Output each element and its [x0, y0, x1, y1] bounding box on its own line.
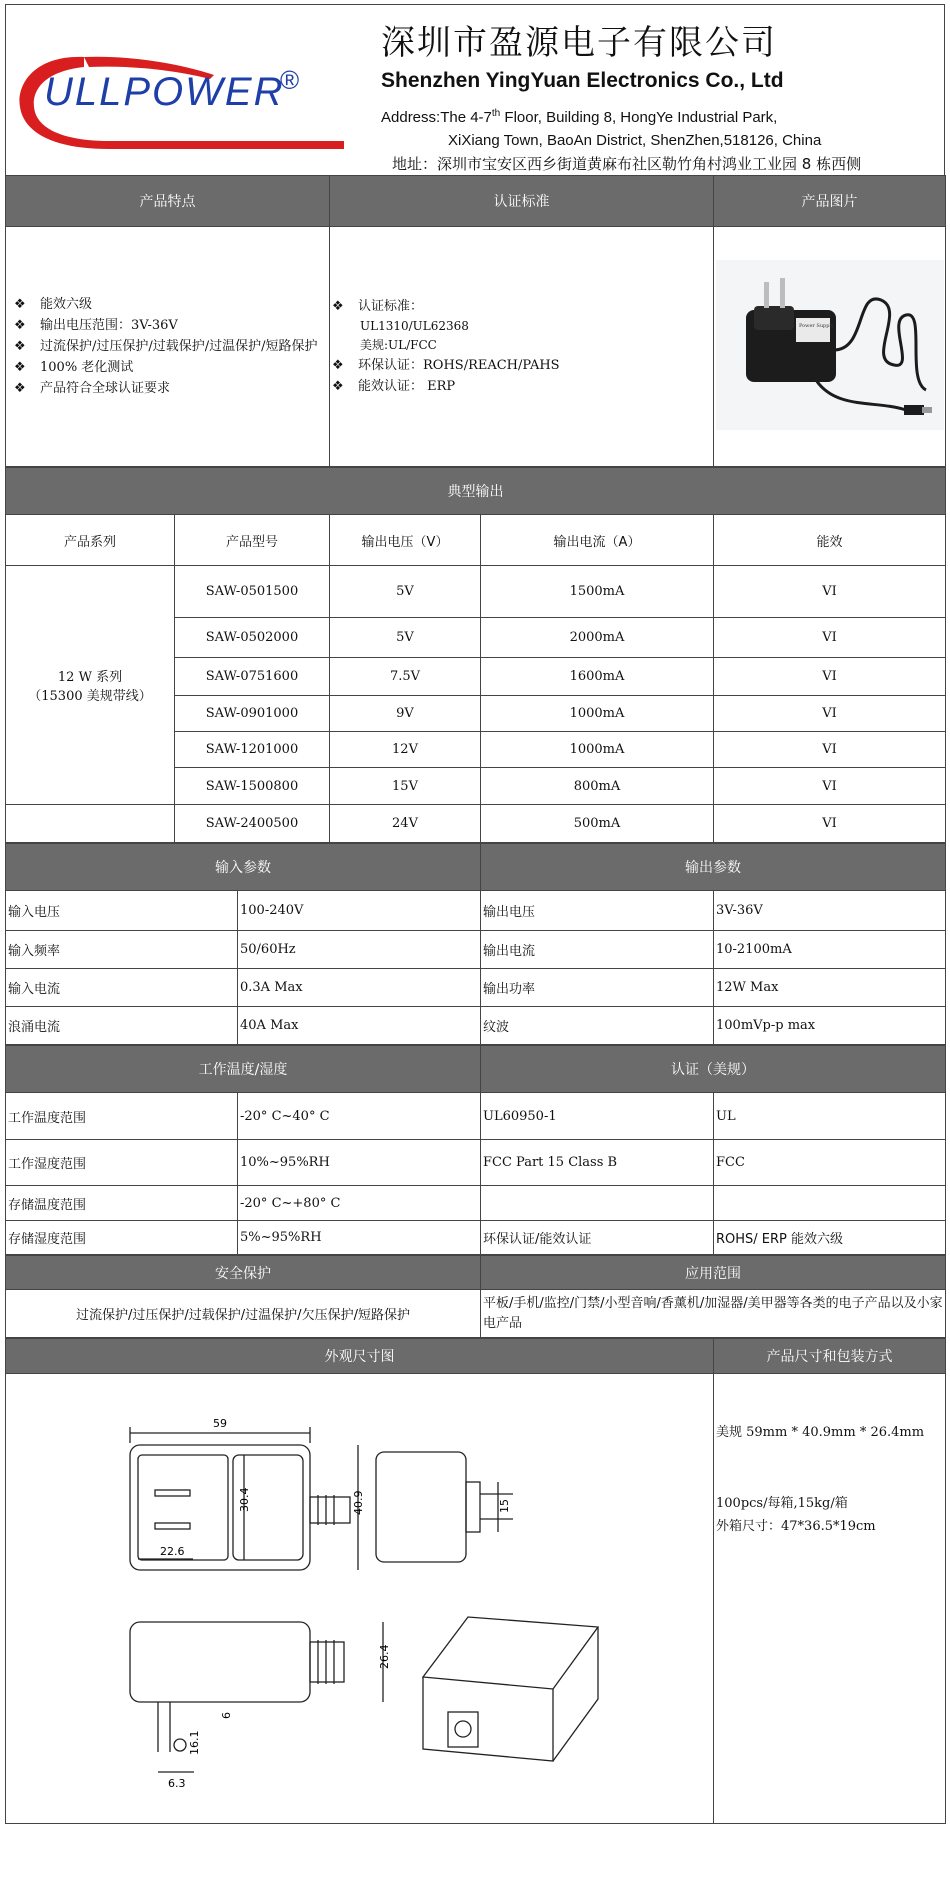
series-cell: 12 W 系列 （15300 美规带线） — [6, 566, 175, 805]
table-row — [6, 1221, 946, 1255]
safety-text: 过流保护/过压保护/过载保护/过温保护/欠压保护/短路保护 — [6, 1290, 481, 1338]
efficiency-cell: VI — [714, 805, 946, 843]
voltage-cell: 24V — [330, 805, 481, 843]
current-cell: 2000mA — [481, 618, 714, 658]
packaging-title: 产品尺寸和包装方式 — [714, 1339, 946, 1374]
voltage-cell: 5V — [330, 566, 481, 618]
env-label: 存储温度范围 — [6, 1186, 238, 1221]
col-efficiency: 能效 — [714, 515, 946, 566]
env-value: 5%~95%RH — [238, 1221, 481, 1255]
env-value: -20° C~+80° C — [238, 1186, 481, 1221]
table-row — [6, 1186, 946, 1221]
param-value: 50/60Hz — [238, 931, 481, 969]
safety-title: 安全保护 — [6, 1256, 481, 1290]
voltage-cell: 12V — [330, 732, 481, 768]
current-cell: 1000mA — [481, 732, 714, 768]
env-label: 存储湿度范围 — [6, 1221, 238, 1255]
param-label: 输入电流 — [6, 969, 238, 1007]
feature-item: ❖ 产品符合全球认证要求 — [14, 381, 171, 396]
table-row — [6, 566, 946, 618]
col-current: 输出电流（A） — [481, 515, 714, 566]
current-cell: 500mA — [481, 805, 714, 843]
dim-pin-length: 15 — [498, 1498, 511, 1513]
current-cell: 800mA — [481, 768, 714, 805]
efficiency-cell: VI — [714, 768, 946, 805]
registered-mark: ® — [280, 65, 300, 95]
param-value: 100mVp-p max — [714, 1007, 946, 1045]
param-value: 40A Max — [238, 1007, 481, 1045]
param-label: 输入频率 — [6, 931, 238, 969]
voltage-cell: 9V — [330, 696, 481, 732]
application-title: 应用范围 — [481, 1256, 946, 1290]
photo-label: Power Supply — [799, 322, 834, 329]
param-label: 输入电压 — [6, 891, 238, 931]
features-table — [5, 175, 946, 467]
param-label: 输出电流 — [481, 931, 714, 969]
cert-item: ❖ 环保认证：ROHS/REACH/PAHS — [332, 358, 560, 373]
param-label: 浪涌电流 — [6, 1007, 238, 1045]
param-value: 12W Max — [714, 969, 946, 1007]
efficiency-cell: VI — [714, 658, 946, 696]
cert-mark: UL — [714, 1093, 946, 1140]
cert-standard: FCC Part 15 Class B — [481, 1140, 714, 1186]
col-series: 产品系列 — [6, 515, 175, 566]
safety-table — [5, 1255, 946, 1338]
feature-item: ❖ 100% 老化测试 — [14, 360, 134, 375]
model-cell: SAW-0502000 — [175, 618, 330, 658]
cert-line: UL1310/UL62368 — [360, 319, 469, 333]
packaging-cell — [714, 1374, 946, 1824]
env-label: 工作温度范围 — [6, 1093, 238, 1140]
table-row — [6, 805, 946, 843]
cert-standard: 环保认证/能效认证 — [481, 1221, 714, 1255]
dim-width: 59 — [213, 1416, 227, 1430]
model-cell: SAW-0751600 — [175, 658, 330, 696]
param-value: 0.3A Max — [238, 969, 481, 1007]
table-row — [6, 969, 946, 1007]
company-name-en: Shenzhen YingYuan Electronics Co., Ltd — [381, 69, 784, 92]
param-label: 纹波 — [481, 1007, 714, 1045]
param-value: 10-2100mA — [714, 931, 946, 969]
cert-header: 认证标准 — [330, 176, 714, 227]
col-voltage: 输出电压（V） — [330, 515, 481, 566]
series-cell-empty — [6, 805, 175, 843]
features-header: 产品特点 — [6, 176, 330, 227]
model-cell: SAW-1500800 — [175, 768, 330, 805]
env-label: 工作湿度范围 — [6, 1140, 238, 1186]
cert-mark — [714, 1186, 946, 1221]
voltage-cell: 7.5V — [330, 658, 481, 696]
efficiency-cell: VI — [714, 732, 946, 768]
features-list — [8, 294, 327, 399]
dimensions-table — [5, 1338, 946, 1824]
product-photo-cell — [714, 227, 946, 467]
param-label: 输出电压 — [481, 891, 714, 931]
param-value: 3V-36V — [714, 891, 946, 931]
brand-text: ULLPOWER — [44, 70, 285, 114]
drawing-title: 外观尺寸图 — [6, 1339, 714, 1374]
voltage-cell: 5V — [330, 618, 481, 658]
dim-pin-width: 22.6 — [160, 1544, 185, 1558]
product-size: 美规 59mm * 40.9mm * 26.4mm — [716, 1425, 925, 1440]
dim-height-2: 40.9 — [352, 1490, 365, 1515]
carton-size: 外箱尺寸：47*36.5*19cm — [716, 1519, 876, 1534]
param-value: 100-240V — [238, 891, 481, 931]
table-row — [6, 891, 946, 931]
params-table — [5, 843, 946, 1045]
dim-pin-height: 16.1 — [188, 1730, 201, 1755]
cert-standard: UL60950-1 — [481, 1093, 714, 1140]
efficiency-cell: VI — [714, 566, 946, 618]
current-cell: 1000mA — [481, 696, 714, 732]
model-cell: SAW-0901000 — [175, 696, 330, 732]
company-name-cn: 深圳市盈源电子有限公司 — [381, 23, 777, 63]
company-logo — [14, 45, 344, 155]
current-cell: 1500mA — [481, 566, 714, 618]
model-cell: SAW-2400500 — [175, 805, 330, 843]
cert-list — [332, 296, 711, 317]
dimension-drawing — [8, 1377, 708, 1817]
voltage-cell: 15V — [330, 768, 481, 805]
cert-standard — [481, 1186, 714, 1221]
output-params-title: 输出参数 — [481, 844, 946, 891]
env-value: -20° C~40° C — [238, 1093, 481, 1140]
address-en-line-1: Address:The 4-7th Floor, Building 8, HongYe Industrial Park, — [381, 108, 778, 126]
company-header — [5, 4, 945, 175]
feature-item: ❖ 能效六级 — [14, 297, 93, 312]
table-row — [6, 931, 946, 969]
cert-mark: FCC — [714, 1140, 946, 1186]
table-row — [6, 1140, 946, 1186]
col-model: 产品型号 — [175, 515, 330, 566]
cert-item: ❖ 认证标准： — [332, 299, 424, 314]
input-params-title: 输入参数 — [6, 844, 481, 891]
dim-pin-offset: 6.3 — [168, 1776, 186, 1790]
photo-header: 产品图片 — [714, 176, 946, 227]
features-list-cell — [6, 227, 330, 467]
cert-list-2 — [332, 355, 711, 397]
table-row — [6, 1093, 946, 1140]
model-cell: SAW-0501500 — [175, 566, 330, 618]
cert-mark: ROHS/ ERP 能效六级 — [714, 1221, 946, 1255]
dim-pin-gap: 6 — [220, 1711, 233, 1719]
table-row — [6, 1007, 946, 1045]
env-title: 工作温度/湿度 — [6, 1046, 481, 1093]
env-table — [5, 1045, 946, 1255]
address-en-line-2: XiXiang Town, BaoAn District, ShenZhen,518126, China — [448, 132, 822, 149]
param-label: 输出功率 — [481, 969, 714, 1007]
packing-qty: 100pcs/每箱,15kg/箱 — [716, 1496, 848, 1511]
env-value: 10%~95%RH — [238, 1140, 481, 1186]
address-cn: 地址：深圳市宝安区西乡街道黄麻布社区勒竹角村鸿业工业园 8 栋西侧 — [392, 155, 862, 173]
cert-item: ❖ 能效认证： ERP — [332, 379, 456, 394]
typical-output-title: 典型输出 — [6, 468, 946, 515]
efficiency-cell: VI — [714, 618, 946, 658]
cert-list-cell — [330, 227, 714, 467]
cert-us-title: 认证（美规） — [481, 1046, 946, 1093]
current-cell: 1600mA — [481, 658, 714, 696]
feature-item: ❖ 过流保护/过压保护/过载保护/过温保护/短路保护 — [14, 339, 318, 354]
application-text: 平板/手机/监控/门禁/小型音响/香薰机/加湿器/美甲器等各类的电子产品以及小家电产品 — [481, 1290, 946, 1338]
product-photo — [716, 260, 944, 430]
cert-line: 美规:UL/FCC — [360, 338, 437, 352]
efficiency-cell: VI — [714, 696, 946, 732]
model-cell: SAW-1201000 — [175, 732, 330, 768]
dim-depth: 26.4 — [378, 1644, 391, 1669]
feature-item: ❖ 输出电压范围：3V-36V — [14, 318, 178, 333]
dim-height-1: 30.4 — [238, 1487, 251, 1512]
dimension-drawing-cell — [6, 1374, 714, 1824]
typical-output-table — [5, 467, 946, 843]
